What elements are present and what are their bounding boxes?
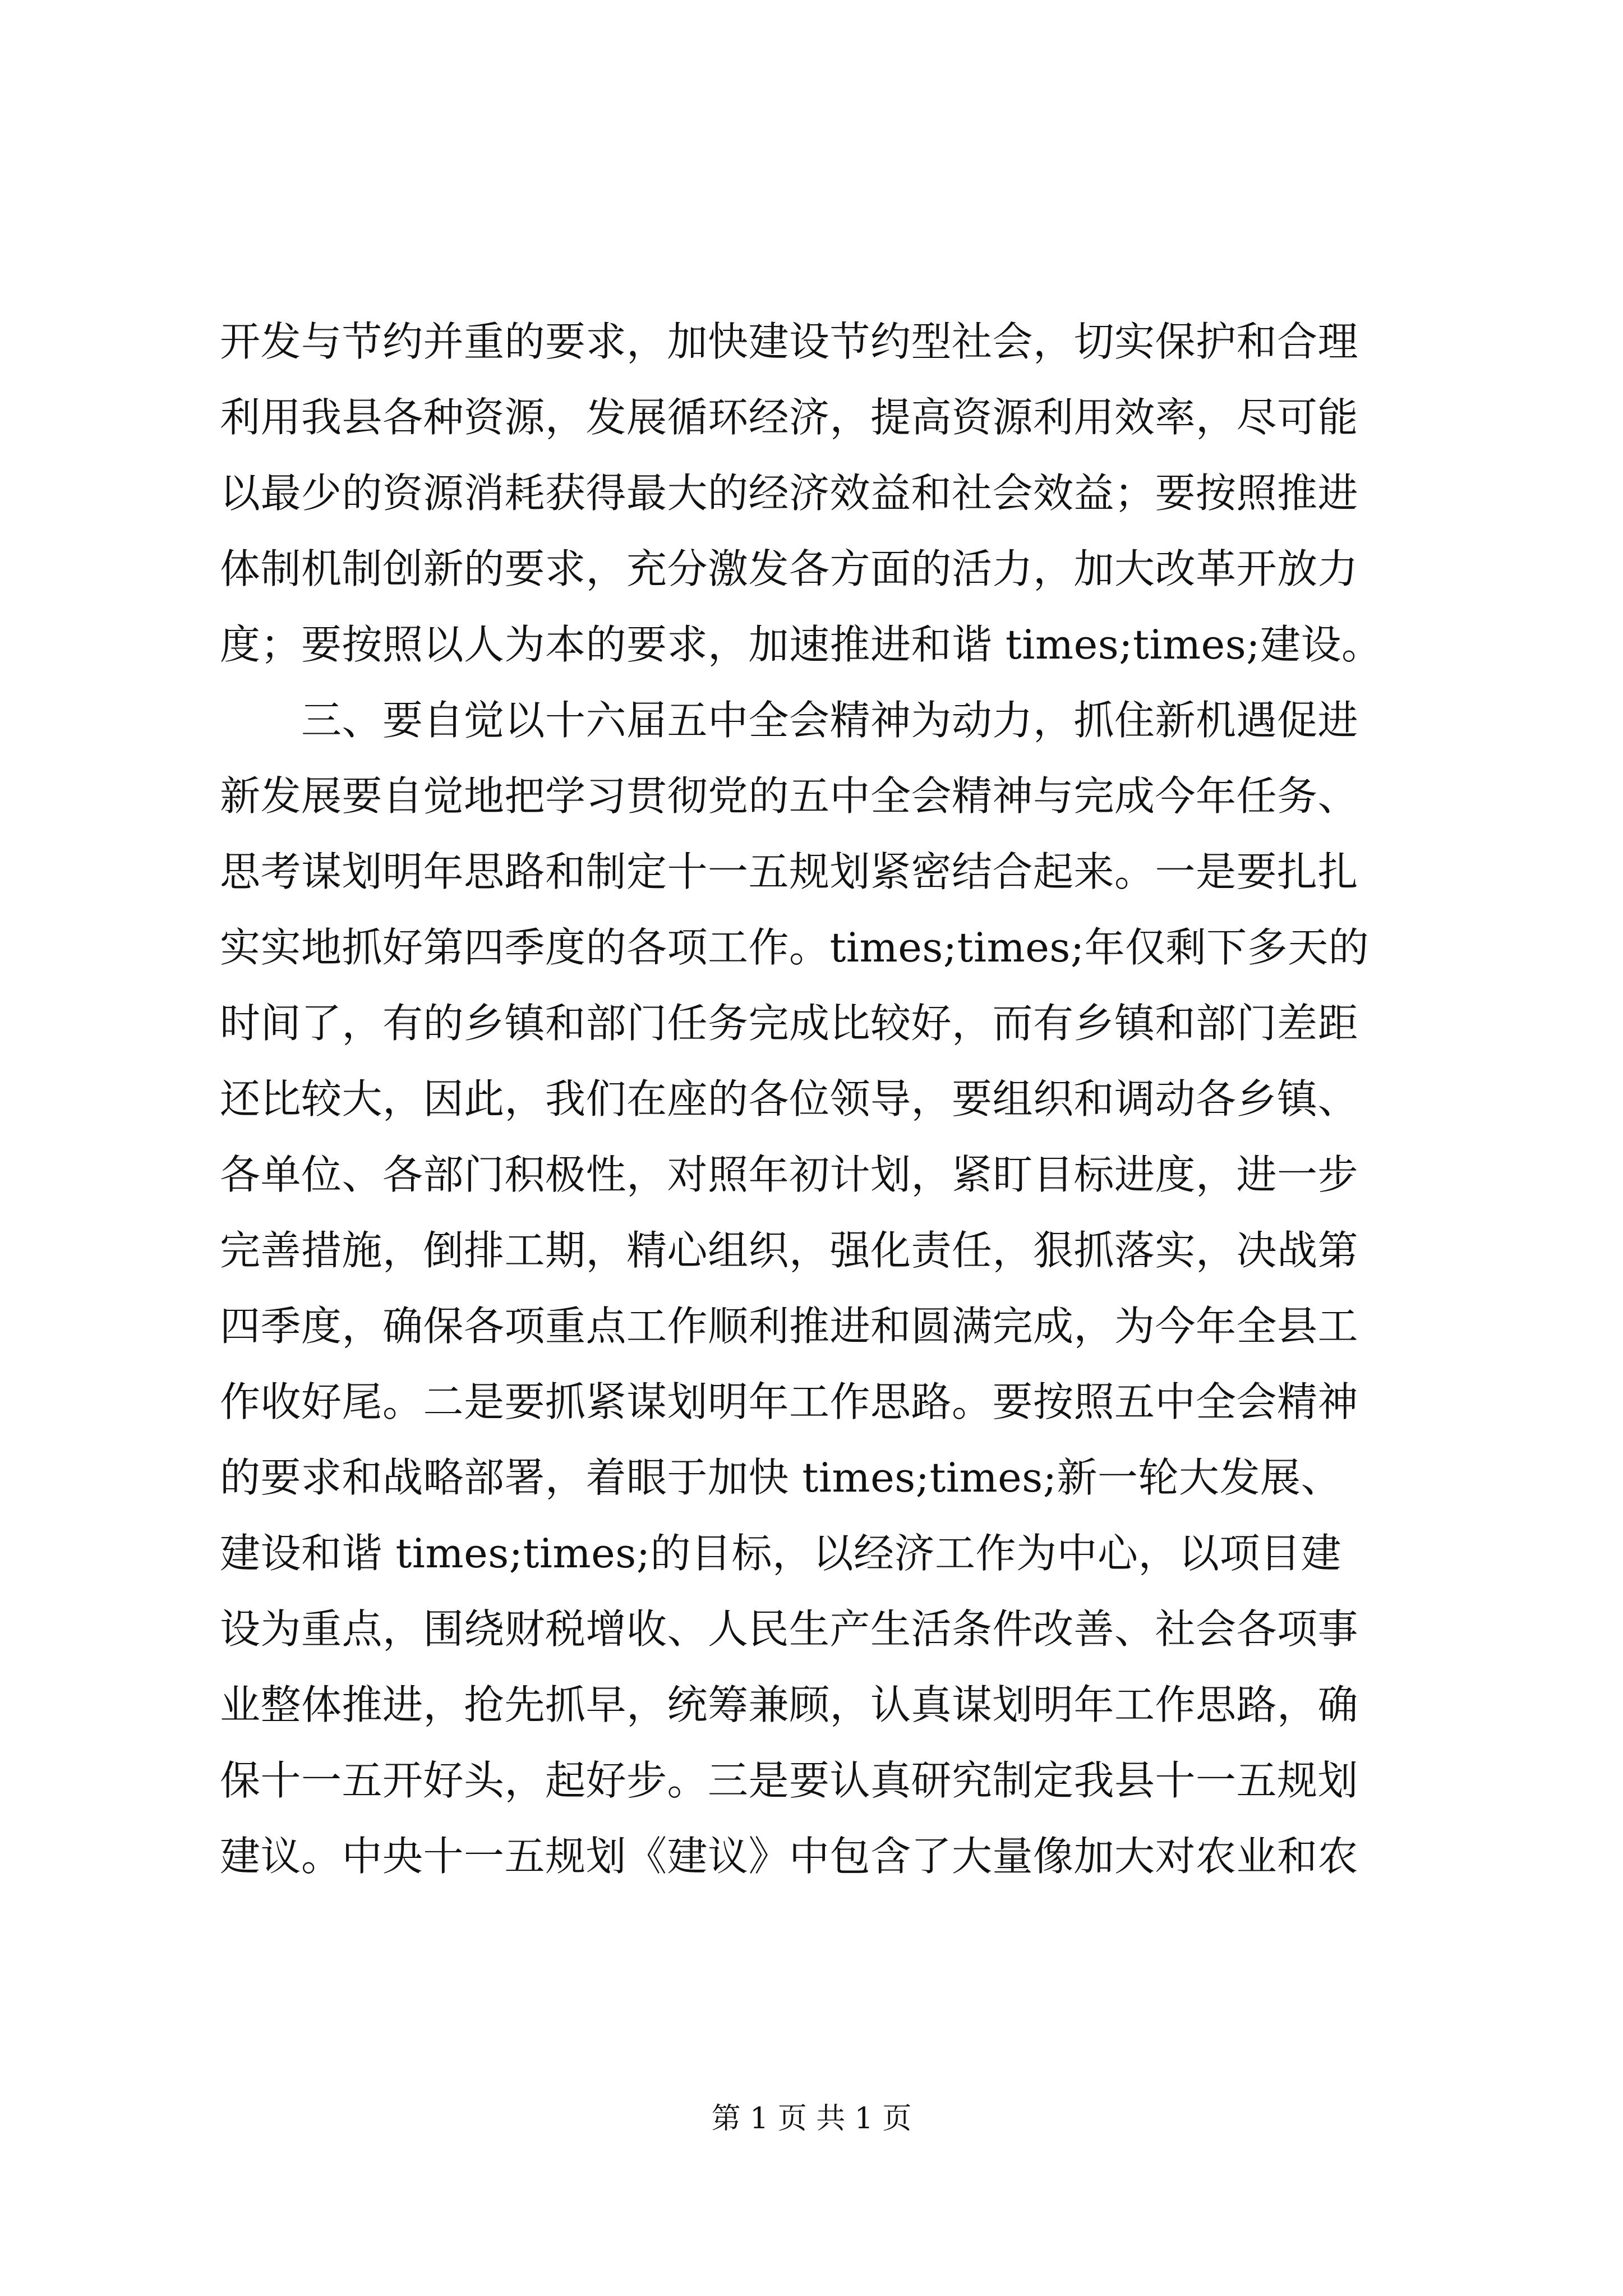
text-line: 的要求和战略部署，着眼于加快 times;times;新一轮大发展、	[220, 1454, 1341, 1501]
text-line: 开发与节约并重的要求，加快建设节约型社会，切实保护和合理	[220, 318, 1359, 365]
text-line: 思考谋划明年思路和制定十一五规划紧密结合起来。一是要扎扎	[220, 848, 1359, 895]
text-line: 时间了，有的乡镇和部门任务完成比较好，而有乡镇和部门差距	[220, 1000, 1359, 1047]
text-line: 业整体推进，抢先抓早，统筹兼顾，认真谋划明年工作思路，确	[220, 1681, 1359, 1728]
text-line: 以最少的资源消耗获得最大的经济效益和社会效益；要按照推进	[220, 470, 1359, 517]
text-line: 作收好尾。二是要抓紧谋划明年工作思路。要按照五中全会精神	[220, 1378, 1359, 1425]
text-line: 四季度，确保各项重点工作顺利推进和圆满完成，为今年全县工	[220, 1303, 1359, 1350]
text-line: 设为重点，围绕财税增收、人民生产生活条件改善、社会各项事	[220, 1605, 1359, 1653]
text-line: 三、要自觉以十六届五中全会精神为动力，抓住新机遇促进	[220, 697, 1359, 744]
page-footer: 第 1 页 共 1 页	[711, 2102, 912, 2136]
document-body	[220, 304, 1415, 1894]
text-line: 利用我县各种资源，发展循环经济，提高资源利用效率，尽可能	[220, 394, 1359, 441]
text-line: 度；要按照以人为本的要求，加速推进和谐 times;times;建设。	[220, 621, 1382, 668]
text-line: 新发展要自觉地把学习贯彻党的五中全会精神与完成今年任务、	[220, 772, 1359, 820]
text-line: 体制机制创新的要求，充分激发各方面的活力，加大改革开放力	[220, 545, 1359, 592]
text-line: 建设和谐 times;times;的目标，以经济工作为中心，以项目建	[220, 1530, 1341, 1577]
text-line: 还比较大，因此，我们在座的各位领导，要组织和调动各乡镇、	[220, 1075, 1359, 1122]
text-line: 完善措施，倒排工期，精心组织，强化责任，狠抓落实，决战第	[220, 1227, 1359, 1274]
text-line: 实实地抓好第四季度的各项工作。times;times;年仅剩下多天的	[220, 924, 1370, 971]
text-line: 建议。中央十一五规划《建议》中包含了大量像加大对农业和农	[220, 1833, 1359, 1880]
text-line: 各单位、各部门积极性，对照年初计划，紧盯目标进度，进一步	[220, 1151, 1359, 1198]
text-line: 保十一五开好头，起好步。三是要认真研究制定我县十一五规划	[220, 1757, 1359, 1804]
